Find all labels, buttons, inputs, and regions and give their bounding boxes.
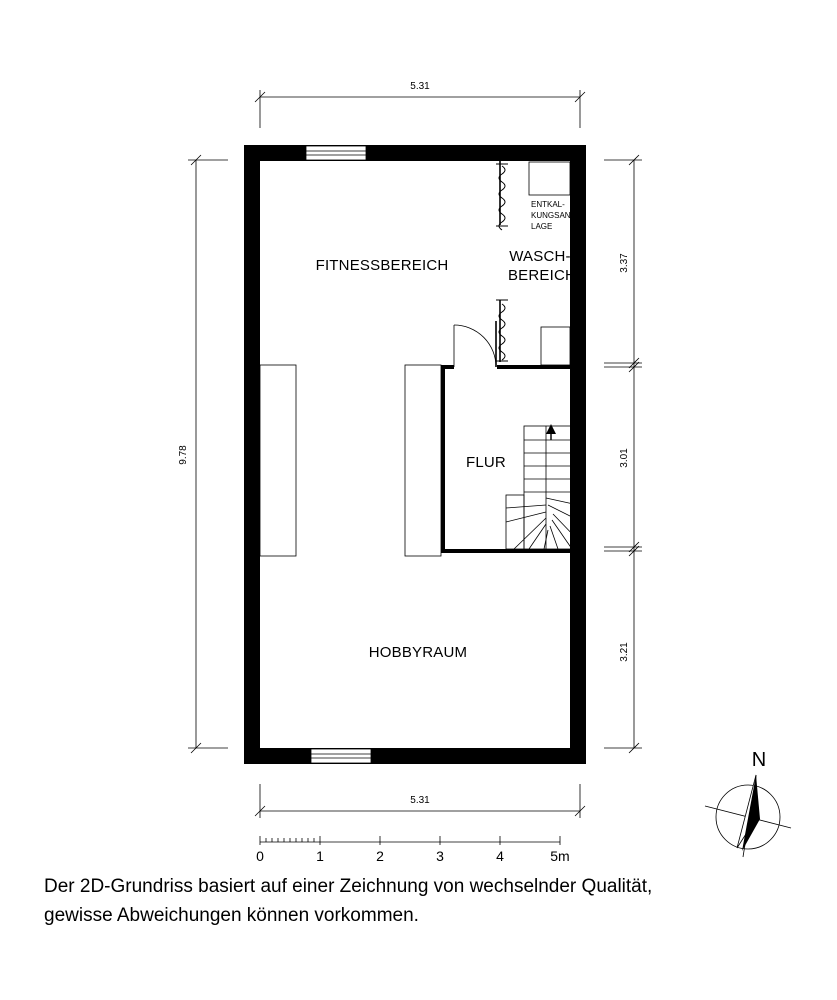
label-entkalk-1: ENTKAL- [531, 200, 565, 209]
scale-bar [260, 836, 560, 845]
room-label-flur: FLUR [466, 454, 506, 471]
stair-arrow-icon [546, 424, 556, 434]
dim-right-middle: 3.01 [619, 448, 630, 468]
wash-appliance [541, 327, 570, 365]
room-label-hobby: HOBBYRAUM [368, 644, 468, 661]
dim-bottom-width: 5.31 [410, 795, 430, 806]
compass-north-label: N [751, 749, 767, 771]
disclaimer [44, 872, 652, 930]
curtain-upper [496, 161, 508, 230]
window-bottom [311, 749, 371, 763]
door-flur [454, 321, 496, 367]
shelf-center [405, 365, 441, 556]
scale-label-3: 3 [436, 848, 444, 864]
room-label-fitness: FITNESSBEREICH [315, 257, 449, 274]
dim-top-width: 5.31 [410, 81, 430, 92]
curtain-lower [496, 300, 508, 362]
window-top [306, 146, 366, 160]
dim-right-lower: 3.21 [619, 642, 630, 662]
label-entkalk-2: KUNGSAN- [531, 211, 574, 220]
scale-label-0: 0 [256, 848, 264, 864]
water-softener-box [529, 162, 570, 195]
dimension-left [188, 155, 228, 753]
disclaimer-line-1: Der 2D-Grundriss basiert auf einer Zeichnung von wechselnder Qualität, [44, 876, 653, 897]
scale-label-2: 2 [376, 848, 384, 864]
room-label-wasch-1: WASCH- [509, 248, 571, 265]
scale-label-5: 5m [550, 848, 570, 864]
shelf-left [260, 365, 296, 556]
dim-right-upper: 3.37 [619, 253, 630, 273]
dimension-top [255, 90, 585, 128]
staircase [506, 426, 578, 549]
room-label-wasch-2: BEREICH [507, 267, 577, 284]
disclaimer-line-2: gewisse Abweichungen können vorkommen. [44, 905, 419, 926]
label-entkalk-3: LAGE [531, 222, 553, 231]
dim-total-height: 9.78 [178, 445, 189, 465]
scale-label-4: 4 [496, 848, 504, 864]
compass-icon [705, 775, 791, 857]
scale-label-1: 1 [316, 848, 324, 864]
